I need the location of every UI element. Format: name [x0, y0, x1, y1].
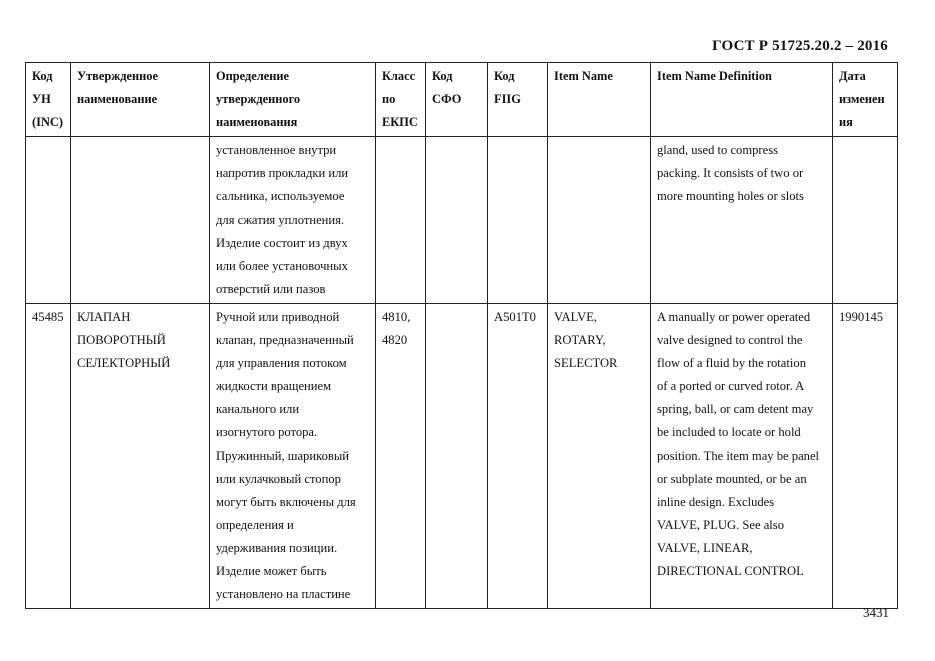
- header-line: Item Name: [554, 69, 613, 83]
- cell-item-name-definition: [651, 303, 833, 608]
- cell-line: канального или: [216, 402, 300, 417]
- cell-line: be included to locate or hold: [657, 425, 801, 440]
- column-header-fiig-code: [488, 63, 548, 137]
- cell-line: SELECTOR: [554, 356, 618, 371]
- cell-line: для сжатия уплотнения.: [216, 212, 345, 227]
- header-line: по: [382, 92, 396, 107]
- cell-line: Изделие может быть: [216, 563, 327, 578]
- cell-line: изогнутого ротора.: [216, 425, 318, 440]
- cell-line: КЛАПАН: [77, 309, 131, 324]
- column-header-change-date: [833, 63, 898, 137]
- cell-ekps-class: [376, 137, 426, 304]
- header-line: Код: [432, 69, 453, 83]
- standard-designation: ГОСТ Р 51725.20.2 – 2016: [712, 38, 888, 54]
- cell-line: ПОВОРОТНЫЙ: [77, 333, 166, 348]
- cell-line: spring, ball, or cam detent may: [657, 402, 814, 417]
- column-header-ekps-class: [376, 63, 426, 137]
- cell-line: или кулачковый стопор: [216, 471, 341, 486]
- cell-line: установленное внутри: [216, 143, 337, 158]
- cell-code-un: [26, 137, 71, 304]
- header-line: Код: [494, 69, 515, 83]
- header-line: Дата: [839, 69, 866, 83]
- cell-line: 4810,: [382, 309, 411, 324]
- header-line: Item Name Definition: [657, 69, 772, 83]
- cell-line: A501T0: [494, 309, 536, 324]
- cell-line: 45485: [32, 309, 64, 324]
- cell-sfo-code: [426, 303, 488, 608]
- cell-line: Ручной или приводной: [216, 309, 340, 324]
- cell-line: для управления потоком: [216, 356, 347, 371]
- cell-line: отверстий или пазов: [216, 281, 326, 296]
- cell-line: VALVE,: [554, 309, 598, 324]
- header-line: УН: [32, 92, 51, 107]
- cell-line: могут быть включены для: [216, 494, 356, 509]
- cell-approved-name: [71, 137, 210, 304]
- cell-line: сальника, используемое: [216, 189, 345, 204]
- cell-line: жидкости вращением: [216, 379, 332, 394]
- table-row-45485: [26, 303, 898, 608]
- cell-definition-ru: [210, 137, 376, 304]
- cell-line: 1990145: [839, 309, 884, 324]
- cell-line: удерживания позиции.: [216, 540, 338, 555]
- cell-line: gland, used to compress: [657, 143, 779, 158]
- header-line: Утвержденное: [77, 69, 158, 83]
- cell-item-name-definition: [651, 137, 833, 304]
- header-line: ЕКПС: [382, 115, 418, 130]
- cell-line: Пружинный, шариковый: [216, 448, 350, 463]
- cell-fiig-code: [488, 303, 548, 608]
- cell-line: or subplate mounted, or be an: [657, 471, 807, 486]
- cell-change-date: [833, 137, 898, 304]
- cell-line: position. The item may be panel: [657, 448, 820, 463]
- cell-fiig-code: [488, 137, 548, 304]
- header-line: Класс: [382, 69, 416, 83]
- cell-item-name: [548, 137, 651, 304]
- table-row-continuation: [26, 137, 898, 304]
- cell-line: more mounting holes or slots: [657, 189, 804, 204]
- cell-ekps-class: [376, 303, 426, 608]
- cell-line: VALVE, LINEAR,: [657, 540, 753, 555]
- header-line: Код: [32, 69, 53, 83]
- header-line: ия: [839, 115, 853, 130]
- cell-code-un: [26, 303, 71, 608]
- header-row: [26, 63, 898, 137]
- cell-line: packing. It consists of two or: [657, 166, 804, 181]
- column-header-sfo-code: [426, 63, 488, 137]
- cell-line: A manually or power operated: [657, 309, 811, 324]
- spec-table: [25, 62, 898, 609]
- header-line: наименование: [77, 92, 158, 107]
- header-line: утвержденного: [216, 92, 301, 107]
- cell-item-name: [548, 303, 651, 608]
- page-number: 3431: [863, 605, 889, 620]
- header-line: СФО: [432, 92, 462, 107]
- cell-line: клапан, предназначенный: [216, 333, 354, 348]
- cell-line: установлено на пластине: [216, 587, 351, 602]
- cell-approved-name: [71, 303, 210, 608]
- column-header-code-un: [26, 63, 71, 137]
- cell-line: ROTARY,: [554, 333, 606, 348]
- cell-change-date: [833, 303, 898, 608]
- cell-line: flow of a fluid by the rotation: [657, 356, 806, 371]
- header-line: изменен: [839, 92, 885, 107]
- column-header-item-name-definition: [651, 63, 833, 137]
- cell-line: СЕЛЕКТОРНЫЙ: [77, 356, 171, 371]
- cell-line: of a ported or curved rotor. A: [657, 379, 805, 394]
- cell-line: определения и: [216, 517, 294, 532]
- column-header-approved-name: [71, 63, 210, 137]
- cell-line: Изделие состоит из двух: [216, 235, 348, 250]
- cell-line: или более установочных: [216, 258, 348, 273]
- header-line: (INC): [32, 115, 63, 130]
- header-line: наименования: [216, 115, 298, 130]
- cell-line: VALVE, PLUG. See also: [657, 517, 784, 532]
- cell-sfo-code: [426, 137, 488, 304]
- column-header-definition-ru: [210, 63, 376, 137]
- cell-line: DIRECTIONAL CONTROL: [657, 563, 804, 578]
- cell-line: valve designed to control the: [657, 333, 803, 348]
- header-line: Определение: [216, 69, 290, 83]
- column-header-item-name: [548, 63, 651, 137]
- cell-line: inline design. Excludes: [657, 494, 775, 509]
- cell-line: 4820: [382, 333, 408, 348]
- header-line: FIIG: [494, 92, 521, 107]
- cell-line: напротив прокладки или: [216, 166, 349, 181]
- cell-definition-ru: [210, 303, 376, 608]
